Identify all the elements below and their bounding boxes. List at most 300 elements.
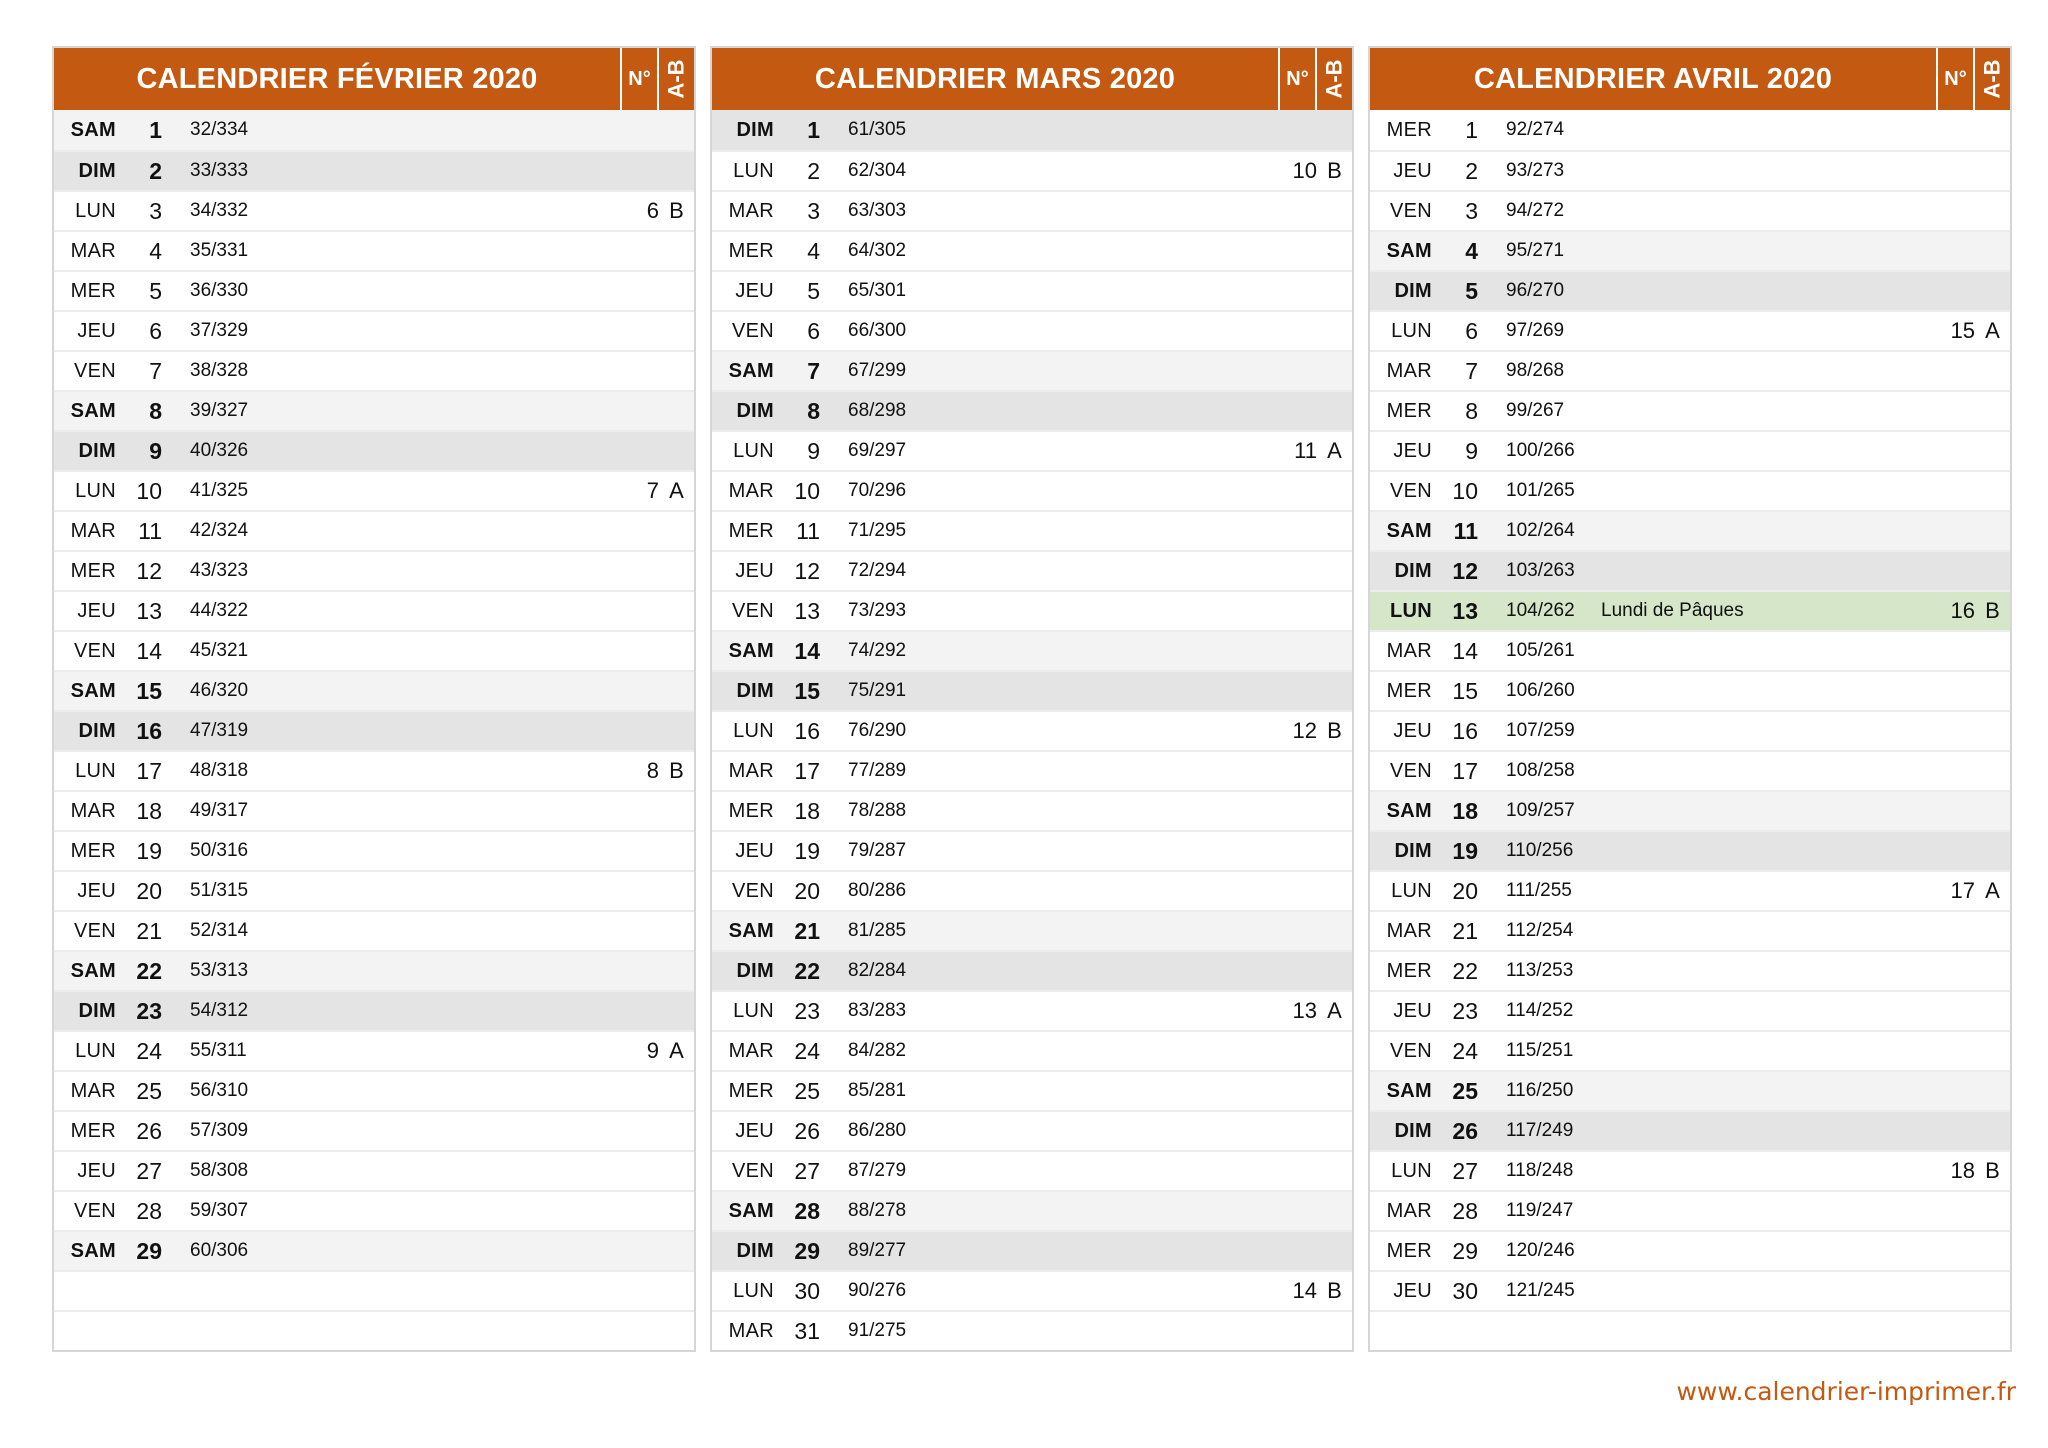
empty-row — [54, 1270, 694, 1310]
day-number: 24 — [136, 1037, 162, 1064]
day-row — [712, 470, 1352, 510]
day-of-year: 92/274 — [1506, 119, 1565, 140]
day-row — [54, 150, 694, 190]
day-number: 5 — [1465, 277, 1478, 304]
day-row — [1370, 1070, 2010, 1110]
day-of-year: 70/296 — [848, 480, 907, 501]
day-number: 7 — [149, 357, 162, 384]
day-row — [54, 830, 694, 870]
day-number: 1 — [1465, 116, 1478, 143]
day-of-year: 107/259 — [1506, 720, 1575, 741]
day-number: 11 — [796, 517, 820, 544]
day-number: 29 — [1452, 1237, 1478, 1264]
week-number: 13 — [1292, 998, 1317, 1023]
day-of-year: 105/261 — [1506, 640, 1575, 661]
week-number: 12 — [1292, 718, 1317, 743]
day-name: MAR — [1386, 639, 1432, 662]
day-name: MER — [1386, 118, 1432, 141]
day-name: JEU — [1393, 1279, 1432, 1302]
day-name: LUN — [733, 159, 774, 182]
day-name: JEU — [735, 1119, 774, 1142]
day-name: MAR — [1386, 919, 1432, 942]
day-name: DIM — [1394, 1119, 1432, 1142]
day-of-year: 54/312 — [190, 1000, 249, 1021]
ab-week: B — [1985, 1158, 2000, 1183]
day-of-year: 97/269 — [1506, 320, 1565, 341]
day-row — [54, 390, 694, 430]
day-of-year: 102/264 — [1506, 520, 1575, 541]
ab-week: A — [669, 1038, 684, 1063]
day-of-year: 118/248 — [1506, 1160, 1574, 1181]
day-row — [712, 190, 1352, 230]
empty-row — [54, 1310, 694, 1350]
day-row — [54, 430, 694, 470]
day-row — [54, 710, 694, 750]
day-number: 3 — [149, 197, 162, 224]
day-of-year: 60/306 — [190, 1240, 249, 1261]
day-row — [54, 110, 694, 150]
day-row — [712, 1190, 1352, 1230]
ab-week: A — [1985, 318, 2000, 343]
day-row — [712, 550, 1352, 590]
ab-week: B — [1985, 598, 2000, 623]
day-name: SAM — [728, 359, 774, 382]
day-of-year: 44/322 — [190, 600, 249, 621]
ab-week-header-label: A-B — [663, 59, 689, 99]
day-row — [54, 470, 694, 510]
day-of-year: 93/273 — [1506, 160, 1565, 181]
day-number: 31 — [794, 1317, 820, 1344]
day-row — [1370, 830, 2010, 870]
week-number: 14 — [1292, 1278, 1317, 1303]
day-of-year: 68/298 — [848, 400, 907, 421]
day-row — [712, 1070, 1352, 1110]
day-of-year: 98/268 — [1506, 360, 1565, 381]
day-number: 13 — [1452, 597, 1478, 624]
day-of-year: 65/301 — [848, 280, 907, 301]
day-of-year: 75/291 — [848, 680, 907, 701]
day-row — [1370, 710, 2010, 750]
ab-week-header — [1315, 48, 1352, 110]
day-number: 2 — [807, 157, 820, 184]
day-name: JEU — [77, 879, 116, 902]
day-row — [54, 950, 694, 990]
ab-week: A — [1327, 438, 1342, 463]
month-table-april — [1368, 46, 2012, 1352]
day-of-year: 78/288 — [848, 800, 907, 821]
day-number: 1 — [149, 116, 162, 143]
day-row — [54, 1190, 694, 1230]
day-of-year: 84/282 — [848, 1040, 907, 1061]
day-name: VEN — [1389, 1039, 1432, 1062]
day-of-year: 113/253 — [1506, 960, 1574, 981]
day-name: VEN — [731, 879, 774, 902]
day-of-year: 109/257 — [1506, 800, 1575, 821]
day-number: 7 — [807, 357, 820, 384]
week-number-header: N° — [620, 48, 657, 110]
day-number: 17 — [1452, 757, 1478, 784]
day-name: JEU — [1393, 159, 1432, 182]
day-number: 12 — [794, 557, 820, 584]
day-number: 23 — [1452, 997, 1478, 1024]
day-row — [54, 1230, 694, 1270]
day-name: MER — [70, 559, 116, 582]
day-name: MAR — [70, 519, 116, 542]
day-of-year: 76/290 — [848, 720, 907, 741]
week-number-header: N° — [1278, 48, 1315, 110]
day-row — [1370, 470, 2010, 510]
day-number: 14 — [794, 637, 820, 664]
day-of-year: 56/310 — [190, 1080, 249, 1101]
day-row — [54, 990, 694, 1030]
day-row — [712, 110, 1352, 150]
day-of-year: 72/294 — [848, 560, 907, 581]
day-name: LUN — [1389, 599, 1432, 622]
day-name: SAM — [1386, 1079, 1432, 1102]
day-of-year: 42/324 — [190, 520, 249, 541]
day-name: LUN — [1391, 879, 1432, 902]
day-of-year: 91/275 — [848, 1320, 907, 1341]
day-number: 20 — [794, 877, 820, 904]
day-row — [712, 830, 1352, 870]
month-table-march — [710, 46, 1354, 1352]
day-of-year: 62/304 — [848, 160, 907, 181]
day-of-year: 33/333 — [190, 160, 249, 181]
day-name: LUN — [733, 999, 774, 1022]
day-of-year: 53/313 — [190, 960, 249, 981]
empty-row — [1370, 1310, 2010, 1350]
day-number: 28 — [1452, 1197, 1478, 1224]
day-name: VEN — [73, 1199, 116, 1222]
day-name: SAM — [70, 679, 116, 702]
day-of-year: 79/287 — [848, 840, 907, 861]
day-row — [712, 350, 1352, 390]
day-of-year: 69/297 — [848, 440, 907, 461]
day-row — [712, 670, 1352, 710]
day-row — [1370, 510, 2010, 550]
day-of-year: 114/252 — [1506, 1000, 1574, 1021]
day-name: JEU — [1393, 439, 1432, 462]
day-number: 28 — [794, 1197, 820, 1224]
day-row — [54, 510, 694, 550]
day-row — [1370, 590, 2010, 630]
day-of-year: 88/278 — [848, 1200, 907, 1221]
day-of-year: 67/299 — [848, 360, 907, 381]
day-number: 27 — [136, 1157, 162, 1184]
day-of-year: 104/262 — [1506, 600, 1575, 621]
day-name: MER — [728, 239, 774, 262]
day-name: VEN — [73, 359, 116, 382]
day-row — [54, 670, 694, 710]
day-row — [1370, 670, 2010, 710]
day-number: 21 — [136, 917, 162, 944]
day-row — [1370, 790, 2010, 830]
day-name: DIM — [78, 999, 116, 1022]
day-of-year: 63/303 — [848, 200, 907, 221]
day-row — [1370, 990, 2010, 1030]
day-number: 17 — [136, 757, 162, 784]
day-of-year: 77/289 — [848, 760, 907, 781]
day-of-year: 47/319 — [190, 720, 249, 741]
day-name: JEU — [1393, 999, 1432, 1022]
day-of-year: 87/279 — [848, 1160, 907, 1181]
day-number: 15 — [794, 677, 820, 704]
day-number: 15 — [1452, 677, 1478, 704]
month-title: CALENDRIER FÉVRIER 2020 — [136, 62, 538, 95]
day-name: MAR — [728, 759, 774, 782]
day-row — [712, 630, 1352, 670]
day-of-year: 117/249 — [1506, 1120, 1574, 1141]
day-of-year: 66/300 — [848, 320, 907, 341]
ab-week: A — [1985, 878, 2000, 903]
ab-week: B — [1327, 1278, 1342, 1303]
day-row — [54, 1150, 694, 1190]
day-row — [54, 550, 694, 590]
day-name: JEU — [735, 839, 774, 862]
day-row — [54, 190, 694, 230]
day-of-year: 116/250 — [1506, 1080, 1574, 1101]
day-number: 30 — [1452, 1277, 1478, 1304]
day-name: SAM — [70, 959, 116, 982]
day-name: MER — [728, 1079, 774, 1102]
day-row — [1370, 1030, 2010, 1070]
day-name: MAR — [728, 479, 774, 502]
day-number: 6 — [807, 317, 820, 344]
day-number: 13 — [136, 597, 162, 624]
day-row — [712, 230, 1352, 270]
day-row — [54, 1070, 694, 1110]
ab-week-header — [657, 48, 694, 110]
day-number: 25 — [794, 1077, 820, 1104]
day-number: 12 — [1452, 557, 1478, 584]
day-row — [54, 790, 694, 830]
ab-week-header-label: A-B — [1979, 59, 2005, 99]
day-name: DIM — [736, 399, 774, 422]
day-name: DIM — [78, 719, 116, 742]
day-number: 11 — [138, 517, 162, 544]
day-of-year: 99/267 — [1506, 400, 1565, 421]
day-number: 2 — [149, 157, 162, 184]
day-name: VEN — [1389, 199, 1432, 222]
ab-week: A — [669, 478, 684, 503]
day-name: MER — [1386, 959, 1432, 982]
day-of-year: 86/280 — [848, 1120, 907, 1141]
day-row — [712, 790, 1352, 830]
day-row — [1370, 350, 2010, 390]
day-row — [1370, 870, 2010, 910]
day-name: LUN — [733, 719, 774, 742]
day-row — [712, 590, 1352, 630]
month-table-february — [52, 46, 696, 1352]
day-number: 4 — [807, 237, 820, 264]
day-number: 11 — [1453, 517, 1478, 544]
day-row — [1370, 1110, 2010, 1150]
day-number: 19 — [136, 837, 162, 864]
week-number: 15 — [1950, 318, 1975, 343]
day-name: MAR — [70, 239, 116, 262]
day-number: 13 — [794, 597, 820, 624]
day-row — [54, 590, 694, 630]
day-of-year: 121/245 — [1506, 1280, 1575, 1301]
day-number: 17 — [794, 757, 820, 784]
day-of-year: 101/265 — [1506, 480, 1575, 501]
day-row — [712, 150, 1352, 190]
day-number: 10 — [136, 477, 162, 504]
day-number: 24 — [794, 1037, 820, 1064]
day-row — [54, 750, 694, 790]
day-of-year: 32/334 — [190, 119, 249, 140]
day-name: DIM — [736, 118, 774, 141]
day-of-year: 100/266 — [1506, 440, 1575, 461]
day-of-year: 85/281 — [848, 1080, 907, 1101]
day-name: MER — [728, 519, 774, 542]
day-row — [712, 1310, 1352, 1350]
day-row — [54, 910, 694, 950]
day-row — [712, 430, 1352, 470]
day-row — [1370, 1230, 2010, 1270]
day-name: VEN — [73, 639, 116, 662]
day-of-year: 108/258 — [1506, 760, 1575, 781]
day-name: MER — [1386, 679, 1432, 702]
day-name: LUN — [75, 759, 116, 782]
day-name: MAR — [728, 1039, 774, 1062]
week-number-header: N° — [1936, 48, 1973, 110]
ab-week: B — [1327, 718, 1342, 743]
day-number: 26 — [794, 1117, 820, 1144]
day-number: 9 — [149, 437, 162, 464]
day-number: 29 — [136, 1237, 162, 1264]
day-name: DIM — [736, 959, 774, 982]
day-row — [1370, 750, 2010, 790]
day-row — [54, 1110, 694, 1150]
day-number: 10 — [1452, 477, 1478, 504]
day-number: 3 — [807, 197, 820, 224]
week-number: 7 — [646, 478, 659, 503]
day-name: SAM — [728, 1199, 774, 1222]
day-name: DIM — [1394, 279, 1432, 302]
day-number: 7 — [1465, 357, 1478, 384]
day-number: 9 — [807, 437, 820, 464]
day-number: 22 — [1452, 957, 1478, 984]
day-name: SAM — [70, 1239, 116, 1262]
day-number: 6 — [1465, 317, 1478, 344]
day-number: 10 — [794, 477, 820, 504]
day-row — [1370, 270, 2010, 310]
day-of-year: 83/283 — [848, 1000, 907, 1021]
day-number: 22 — [794, 957, 820, 984]
day-of-year: 119/247 — [1506, 1200, 1574, 1221]
day-number: 5 — [807, 277, 820, 304]
day-of-year: 95/271 — [1506, 240, 1565, 261]
day-of-year: 43/323 — [190, 560, 249, 581]
day-of-year: 64/302 — [848, 240, 907, 261]
day-number: 15 — [136, 677, 162, 704]
day-name: MER — [1386, 399, 1432, 422]
day-of-year: 110/256 — [1506, 840, 1574, 861]
day-row — [1370, 390, 2010, 430]
day-of-year: 115/251 — [1506, 1040, 1574, 1061]
day-name: JEU — [735, 559, 774, 582]
day-number: 28 — [136, 1197, 162, 1224]
day-row — [54, 230, 694, 270]
day-of-year: 74/292 — [848, 640, 907, 661]
day-row — [712, 270, 1352, 310]
day-of-year: 38/328 — [190, 360, 249, 381]
week-number: 16 — [1950, 598, 1975, 623]
day-of-year: 111/255 — [1506, 880, 1572, 901]
day-row — [1370, 110, 2010, 150]
website-link[interactable]: www.calendrier-imprimer.fr — [1676, 1377, 2016, 1406]
day-name: LUN — [733, 1279, 774, 1302]
day-number: 18 — [794, 797, 820, 824]
day-of-year: 90/276 — [848, 1280, 907, 1301]
day-of-year: 46/320 — [190, 680, 249, 701]
day-of-year: 61/305 — [848, 119, 907, 140]
day-number: 5 — [149, 277, 162, 304]
day-number: 9 — [1465, 437, 1478, 464]
day-name: LUN — [733, 439, 774, 462]
day-of-year: 37/329 — [190, 320, 249, 341]
day-row — [54, 270, 694, 310]
day-name: MER — [70, 279, 116, 302]
day-name: DIM — [736, 1239, 774, 1262]
day-row — [1370, 150, 2010, 190]
day-number: 1 — [807, 116, 820, 143]
day-number: 19 — [1452, 837, 1478, 864]
day-of-year: 34/332 — [190, 200, 249, 221]
day-name: MAR — [728, 199, 774, 222]
day-row — [712, 1230, 1352, 1270]
day-row — [1370, 1270, 2010, 1310]
day-name: SAM — [728, 919, 774, 942]
day-row — [1370, 550, 2010, 590]
day-number: 23 — [794, 997, 820, 1024]
day-name: SAM — [1386, 799, 1432, 822]
day-of-year: 73/293 — [848, 600, 907, 621]
day-of-year: 50/316 — [190, 840, 249, 861]
day-name: MAR — [70, 799, 116, 822]
day-name: JEU — [735, 279, 774, 302]
day-row — [1370, 310, 2010, 350]
day-number: 16 — [136, 717, 162, 744]
day-name: VEN — [731, 1159, 774, 1182]
day-name: LUN — [75, 479, 116, 502]
day-name: SAM — [70, 399, 116, 422]
ab-week-header-label: A-B — [1321, 59, 1347, 99]
day-number: 14 — [1452, 637, 1478, 664]
day-of-year: 59/307 — [190, 1200, 249, 1221]
day-number: 27 — [794, 1157, 820, 1184]
day-row — [712, 510, 1352, 550]
month-header — [1370, 48, 2010, 110]
day-number: 26 — [136, 1117, 162, 1144]
day-name: SAM — [70, 118, 116, 141]
day-of-year: 57/309 — [190, 1120, 249, 1141]
day-of-year: 80/286 — [848, 880, 907, 901]
day-row — [712, 710, 1352, 750]
day-number: 21 — [794, 917, 820, 944]
day-rows — [712, 110, 1352, 1350]
day-name: DIM — [78, 159, 116, 182]
day-number: 20 — [1452, 877, 1478, 904]
day-row — [54, 1030, 694, 1070]
day-number: 3 — [1465, 197, 1478, 224]
day-number: 14 — [136, 637, 162, 664]
month-header — [712, 48, 1352, 110]
day-name: MER — [728, 799, 774, 822]
day-row — [54, 870, 694, 910]
day-row — [712, 870, 1352, 910]
